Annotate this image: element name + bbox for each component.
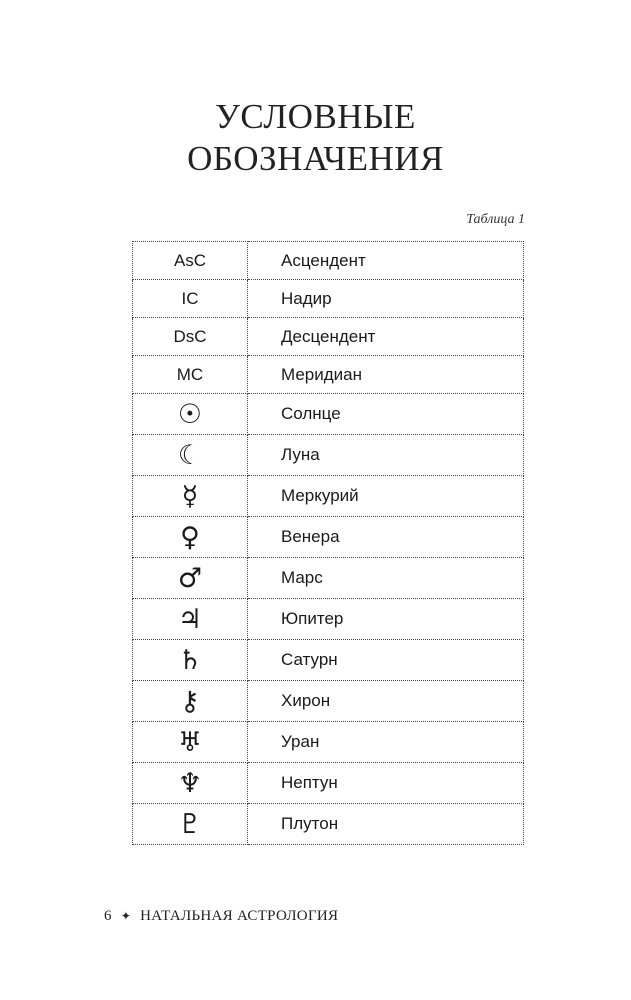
table-row [133,722,524,763]
table-row [133,476,524,517]
symbol-cell [133,763,248,804]
table-row [133,435,524,476]
page-title-line-2: ОБОЗНАЧЕНИЯ [187,139,444,178]
symbol-name: Плутон [248,804,524,845]
table-row [133,318,524,356]
symbol-abbreviation: AsC [173,250,207,270]
symbol-cell [133,394,248,435]
table-row [133,599,524,640]
symbol-abbreviation: DsC [173,326,207,346]
page-title [0,96,631,180]
symbol-name: Асцендент [248,242,524,280]
footer-separator-icon: ✦ [120,909,132,923]
symbol-name: Меркурий [248,476,524,517]
symbol-cell [133,640,248,681]
symbol-abbreviation: MC [176,364,204,384]
table-row [133,280,524,318]
table-row [133,242,524,280]
symbol-name: Солнце [248,394,524,435]
symbol-name: Уран [248,722,524,763]
page-title-line-1: УСЛОВНЫЕ [215,97,416,136]
symbol-cell [133,435,248,476]
running-title: НАТАЛЬНАЯ АСТРОЛОГИЯ [140,908,339,924]
table-caption: Таблица 1 [466,212,525,227]
symbol-abbreviation: IC [181,288,199,308]
symbol-name: Десцендент [248,318,524,356]
pluto-glyph-icon: ♇ [177,808,203,840]
uranus-glyph-icon: ♅ [177,726,203,758]
symbol-name: Луна [248,435,524,476]
jupiter-glyph-icon: ♃ [177,603,203,635]
page-number: 6 [104,908,112,924]
neptune-glyph-icon: ♆ [177,767,203,799]
symbol-cell [133,722,248,763]
mercury-glyph-icon: ☿ [181,480,199,512]
symbol-name: Нептун [248,763,524,804]
symbol-cell [133,599,248,640]
chiron-glyph-icon: ⚷ [180,685,200,717]
symbol-name: Надир [248,280,524,318]
symbol-name: Хирон [248,681,524,722]
mars-glyph-icon: ♂ [177,562,203,594]
table-row [133,681,524,722]
symbol-cell [133,242,248,280]
symbol-cell [133,356,248,394]
table-row [133,356,524,394]
table-row [133,640,524,681]
table-row [133,558,524,599]
symbol-cell [133,476,248,517]
symbol-name: Сатурн [248,640,524,681]
table-row [133,804,524,845]
symbol-cell [133,280,248,318]
symbol-name: Марс [248,558,524,599]
symbol-cell [133,681,248,722]
symbol-cell [133,318,248,356]
symbols-table [132,241,524,845]
saturn-glyph-icon: ♄ [177,644,203,676]
sun-glyph-icon: ☉ [177,398,203,430]
symbol-name: Венера [248,517,524,558]
symbol-cell [133,558,248,599]
table-row [133,517,524,558]
venus-glyph-icon: ♀ [180,521,200,553]
symbol-cell [133,517,248,558]
page-footer [104,908,338,925]
symbol-name: Юпитер [248,599,524,640]
table-row [133,763,524,804]
symbol-name: Меридиан [248,356,524,394]
table-row [133,394,524,435]
symbols-table-body [133,242,524,845]
moon-glyph-icon: ☾ [177,439,203,471]
symbol-cell [133,804,248,845]
